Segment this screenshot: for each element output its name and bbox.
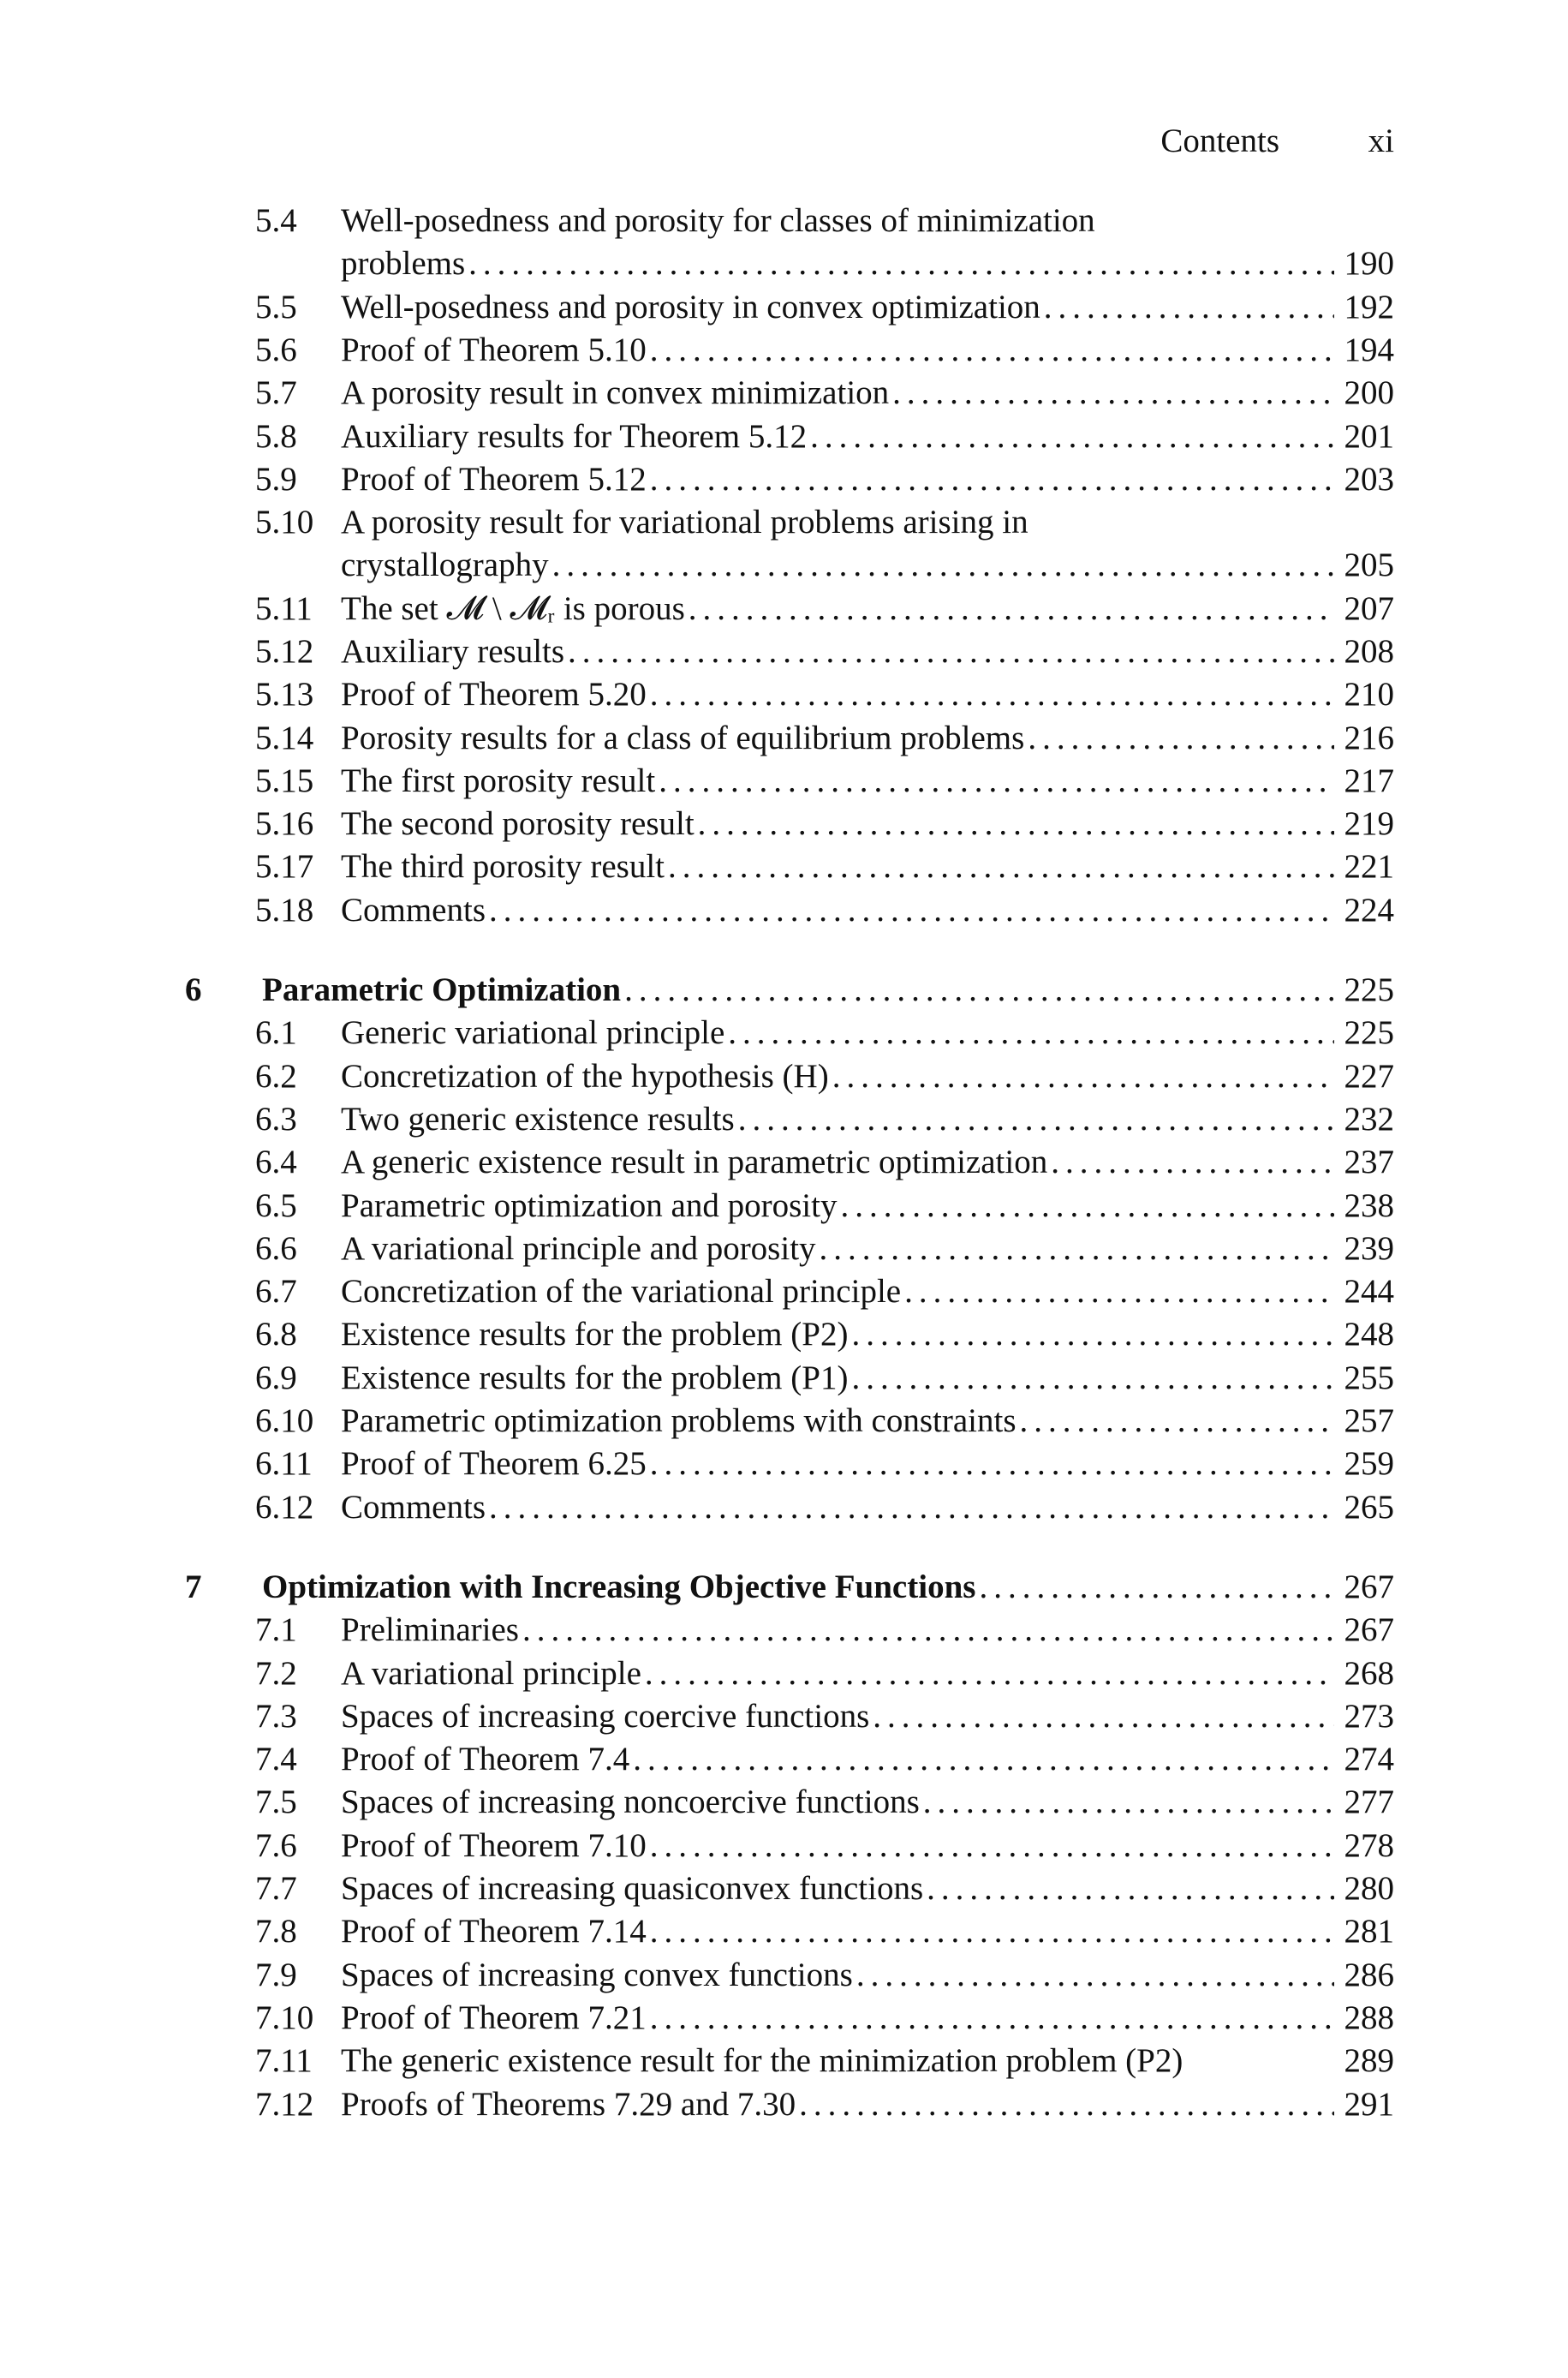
page-number: 201 <box>1344 418 1394 455</box>
entry-body <box>341 1486 1394 1529</box>
entry-body <box>341 1313 1394 1356</box>
section-number: 7.4 <box>255 1741 297 1778</box>
toc-section-entry[interactable] <box>0 1695 1456 1738</box>
entry-title: The set 𝓜 \ 𝓜ᵣ is porous <box>341 590 685 627</box>
section-number: 7.11 <box>255 2042 313 2079</box>
toc-section-entry[interactable] <box>0 200 1456 242</box>
section-number: 5.8 <box>255 418 297 455</box>
dot-leader <box>633 1738 1334 1781</box>
page-number: 216 <box>1344 720 1394 756</box>
toc-section-entry[interactable] <box>0 1867 1456 1910</box>
entry-body <box>341 544 1394 587</box>
entry-title: Proof of Theorem 7.21 <box>341 1999 647 2036</box>
dot-leader <box>1044 286 1334 329</box>
entry-title: Concretization of the variational principle <box>341 1273 902 1310</box>
toc-section-entry[interactable] <box>0 630 1456 673</box>
page-number: 265 <box>1344 1489 1394 1526</box>
page-number: 224 <box>1344 892 1394 929</box>
entry-body <box>341 1738 1394 1781</box>
dot-leader <box>650 1825 1334 1867</box>
page-number: 257 <box>1344 1402 1394 1439</box>
entry-body <box>341 889 1394 932</box>
page-number: 259 <box>1344 1445 1394 1482</box>
dot-leader <box>923 1781 1334 1824</box>
entry-title: Proofs of Theorems 7.29 and 7.30 <box>341 2086 796 2123</box>
page-number: 280 <box>1344 1870 1394 1907</box>
chapter-title: Parametric Optimization <box>262 971 622 1008</box>
section-number: 7.7 <box>255 1870 297 1907</box>
section-number: 5.10 <box>255 504 314 541</box>
page-number: 286 <box>1344 1957 1394 1993</box>
entry-title: Porosity results for a class of equilibrium problems <box>341 720 1025 756</box>
entry-title: A generic existence result in parametric optimization <box>341 1144 1048 1180</box>
entry-title: Spaces of increasing noncoercive functions <box>341 1784 920 1820</box>
toc-section-entry[interactable] <box>0 1185 1456 1228</box>
dot-leader <box>650 1910 1334 1953</box>
page-number: 238 <box>1344 1187 1394 1224</box>
section-number: 7.10 <box>255 1999 314 2036</box>
section-number: 5.17 <box>255 848 314 885</box>
section-number: 7.9 <box>255 1957 297 1993</box>
page-number: 268 <box>1344 1655 1394 1692</box>
section-number: 6.10 <box>255 1402 314 1439</box>
page-number: 203 <box>1344 461 1394 498</box>
dot-leader <box>650 673 1334 716</box>
dot-leader <box>650 329 1334 372</box>
entry-title: Comments <box>341 1489 486 1526</box>
page-number: 207 <box>1344 590 1394 627</box>
dot-leader <box>738 1098 1334 1141</box>
toc-section-entry[interactable] <box>0 1270 1456 1313</box>
entry-body <box>341 1910 1394 1953</box>
entry-title: Comments <box>341 892 486 929</box>
dot-leader <box>552 544 1334 587</box>
dot-leader <box>1020 1400 1335 1443</box>
section-number: 5.5 <box>255 289 297 326</box>
dot-leader <box>522 1609 1334 1652</box>
entry-body <box>341 1695 1394 1738</box>
toc-section-entry[interactable] <box>0 458 1456 501</box>
entry-title: Parametric optimization and porosity <box>341 1187 838 1224</box>
toc-section-entry[interactable] <box>0 588 1456 630</box>
dot-leader <box>1028 717 1334 760</box>
entry-title: Parametric optimization problems with constraints <box>341 1402 1017 1439</box>
page-number: 225 <box>1344 971 1394 1008</box>
entry-body <box>341 286 1394 329</box>
entry-title: crystallography <box>341 547 549 583</box>
dot-leader <box>892 372 1334 415</box>
entry-title: Proof of Theorem 5.20 <box>341 676 647 713</box>
entry-title: The generic existence result for the minimization problem (P2) <box>341 2042 1183 2079</box>
dot-leader <box>979 1566 1334 1609</box>
section-number: 7.1 <box>255 1611 297 1648</box>
page-number: 217 <box>1344 762 1394 799</box>
section-number: 6.4 <box>255 1144 297 1180</box>
section-number: 6.8 <box>255 1316 297 1353</box>
entry-body <box>341 1400 1394 1443</box>
entry-title: Two generic existence results <box>341 1101 735 1138</box>
dot-leader <box>668 845 1334 888</box>
entry-title: Proof of Theorem 7.4 <box>341 1741 630 1778</box>
toc-section-entry[interactable] <box>0 1098 1456 1141</box>
dot-leader <box>568 630 1334 673</box>
entry-body <box>341 2083 1394 2126</box>
section-number: 5.9 <box>255 461 297 498</box>
entry-body <box>341 1609 1394 1652</box>
section-number: 7.3 <box>255 1698 297 1735</box>
page-number: 208 <box>1344 633 1394 670</box>
dot-leader <box>832 1055 1334 1098</box>
chapter-title: Optimization with Increasing Objective Functions <box>262 1568 976 1605</box>
page-number: 190 <box>1344 245 1394 282</box>
entry-body <box>341 415 1394 458</box>
dot-leader <box>851 1357 1334 1400</box>
toc-section-entry[interactable] <box>0 2083 1456 2126</box>
section-number: 7.5 <box>255 1784 297 1820</box>
page-number: 219 <box>1344 805 1394 842</box>
dot-leader <box>650 1997 1334 2040</box>
entry-title: A porosity result in convex minimization <box>341 374 890 411</box>
dot-leader <box>856 1954 1334 1997</box>
entry-title: A variational principle <box>341 1655 641 1692</box>
entry-body <box>341 458 1394 501</box>
section-number: 7.8 <box>255 1913 297 1950</box>
entry-title: Auxiliary results <box>341 633 565 670</box>
entry-body <box>341 1270 1394 1313</box>
page-number: 291 <box>1344 2086 1394 2123</box>
dot-leader <box>840 1185 1334 1228</box>
entry-body <box>262 969 1394 1012</box>
dot-leader <box>799 2083 1334 2126</box>
section-number: 6.9 <box>255 1359 297 1396</box>
entry-body <box>341 1098 1394 1141</box>
page-number: 288 <box>1344 1999 1394 2036</box>
page-number: 278 <box>1344 1827 1394 1864</box>
entry-body <box>341 588 1394 630</box>
page-number: 192 <box>1344 289 1394 326</box>
dot-leader <box>1051 1141 1334 1184</box>
entry-body <box>341 760 1394 803</box>
chapter-number: 7 <box>185 1568 202 1605</box>
page-number: 210 <box>1344 676 1394 713</box>
section-number: 6.1 <box>255 1014 297 1051</box>
section-number: 7.6 <box>255 1827 297 1864</box>
entry-body <box>341 1652 1394 1695</box>
entry-title: Spaces of increasing convex functions <box>341 1957 853 1993</box>
section-number: 5.7 <box>255 374 297 411</box>
page-number: 274 <box>1344 1741 1394 1778</box>
toc-section-entry[interactable] <box>0 803 1456 845</box>
section-number: 6.5 <box>255 1187 297 1224</box>
page-number: 267 <box>1344 1568 1394 1605</box>
page-number: 255 <box>1344 1359 1394 1396</box>
dot-leader <box>810 415 1334 458</box>
dot-leader <box>624 969 1334 1012</box>
entry-title: Spaces of increasing quasiconvex functions <box>341 1870 924 1907</box>
page-number: 248 <box>1344 1316 1394 1353</box>
section-number: 5.13 <box>255 676 314 713</box>
toc-section-entry[interactable] <box>0 1954 1456 1997</box>
toc-section-entry[interactable] <box>0 1443 1456 1485</box>
entry-body <box>341 1228 1394 1270</box>
entry-title: Proof of Theorem 5.12 <box>341 461 647 498</box>
page-number: 239 <box>1344 1230 1394 1267</box>
entry-body <box>341 1357 1394 1400</box>
entry-title: Proof of Theorem 7.10 <box>341 1827 647 1864</box>
entry-title: The third porosity result <box>341 848 665 885</box>
dot-leader <box>468 242 1334 285</box>
dot-leader <box>689 588 1334 630</box>
toc-section-entry[interactable] <box>0 1997 1456 2040</box>
dot-leader <box>927 1867 1334 1910</box>
entry-body <box>341 1997 1394 2040</box>
entry-body <box>341 2040 1394 2082</box>
dot-leader <box>904 1270 1334 1313</box>
toc-section-entry[interactable] <box>0 1652 1456 1695</box>
section-number: 6.12 <box>255 1489 314 1526</box>
toc-section-entry[interactable] <box>0 1141 1456 1184</box>
page-number: 244 <box>1344 1273 1394 1310</box>
entry-title: The first porosity result <box>341 762 656 799</box>
entry-title: A variational principle and porosity <box>341 1230 816 1267</box>
toc-section-entry[interactable] <box>0 1781 1456 1824</box>
section-number: 6.2 <box>255 1058 297 1095</box>
entry-body <box>341 1012 1394 1055</box>
toc-section-entry[interactable] <box>0 1486 1456 1529</box>
entry-body <box>341 717 1394 760</box>
entry-body <box>262 1566 1394 1609</box>
entry-body <box>341 630 1394 673</box>
entry-title: Existence results for the problem (P2) <box>341 1316 849 1353</box>
toc-chapter-entry[interactable] <box>0 1566 1456 1609</box>
dot-leader <box>728 1012 1334 1055</box>
page-number: 225 <box>1344 1014 1394 1051</box>
section-number: 5.12 <box>255 633 314 670</box>
entry-title: Concretization of the hypothesis (H) <box>341 1058 829 1095</box>
toc-section-entry-continuation[interactable] <box>0 544 1456 587</box>
entry-title: Proof of Theorem 5.10 <box>341 332 647 368</box>
section-number: 6.11 <box>255 1445 313 1482</box>
running-head <box>0 122 1394 164</box>
entry-title: Preliminaries <box>341 1611 519 1648</box>
toc-section-entry[interactable] <box>0 372 1456 415</box>
page-number: 194 <box>1344 332 1394 368</box>
dot-leader <box>851 1313 1334 1356</box>
dot-leader <box>650 1443 1334 1485</box>
page-number: 273 <box>1344 1698 1394 1735</box>
running-head-title: Contents <box>1160 122 1279 159</box>
toc-section-entry[interactable] <box>0 415 1456 458</box>
entry-body <box>341 803 1394 845</box>
entry-title: problems <box>341 245 466 282</box>
section-number: 5.18 <box>255 892 314 929</box>
dot-leader <box>645 1652 1334 1695</box>
toc-section-entry[interactable] <box>0 286 1456 329</box>
section-number: 5.11 <box>255 590 313 627</box>
chapter-number: 6 <box>185 971 202 1008</box>
page-number: 232 <box>1344 1101 1394 1138</box>
toc-section-entry[interactable] <box>0 1313 1456 1356</box>
section-number: 5.4 <box>255 202 297 239</box>
entry-title: Spaces of increasing coercive functions <box>341 1698 870 1735</box>
entry-body <box>341 1781 1394 1824</box>
entry-title: A porosity result for variational problems arising in <box>341 504 1028 541</box>
page-number: 281 <box>1344 1913 1394 1950</box>
running-head-page-number: xi <box>1368 122 1394 159</box>
dot-leader <box>489 889 1334 932</box>
dot-leader <box>873 1695 1334 1738</box>
toc-section-entry[interactable] <box>0 501 1456 544</box>
toc-section-entry[interactable] <box>0 1400 1456 1443</box>
page-number: 221 <box>1344 848 1394 885</box>
toc-section-entry[interactable] <box>0 673 1456 716</box>
entry-body <box>341 1954 1394 1997</box>
section-number: 6.7 <box>255 1273 297 1310</box>
toc-section-entry[interactable] <box>0 1228 1456 1270</box>
section-number: 7.12 <box>255 2086 314 2123</box>
toc-section-entry[interactable] <box>0 889 1456 932</box>
section-number: 6.3 <box>255 1101 297 1138</box>
section-number: 5.6 <box>255 332 297 368</box>
entry-body <box>341 1443 1394 1485</box>
entry-body <box>341 1055 1394 1098</box>
page-number: 227 <box>1344 1058 1394 1095</box>
dot-leader <box>650 458 1334 501</box>
section-number: 5.16 <box>255 805 314 842</box>
entry-body <box>341 845 1394 888</box>
toc-section-entry[interactable] <box>0 1825 1456 1867</box>
entry-title: Well-posedness and porosity for classes of minimization <box>341 202 1095 239</box>
toc-section-entry[interactable] <box>0 1738 1456 1781</box>
toc-section-entry[interactable] <box>0 1910 1456 1953</box>
page-number: 267 <box>1344 1611 1394 1648</box>
entry-title: Proof of Theorem 6.25 <box>341 1445 647 1482</box>
dot-leader <box>698 803 1334 845</box>
entry-body <box>341 673 1394 716</box>
page-number: 277 <box>1344 1784 1394 1820</box>
section-number: 7.2 <box>255 1655 297 1692</box>
entry-body <box>341 1867 1394 1910</box>
page-number: 205 <box>1344 547 1394 583</box>
dot-leader <box>820 1228 1334 1270</box>
toc-section-entry[interactable] <box>0 845 1456 888</box>
toc-section-entry[interactable] <box>0 717 1456 760</box>
entry-title: Generic variational principle <box>341 1014 725 1051</box>
toc-section-entry[interactable] <box>0 2040 1456 2082</box>
entry-title: The second porosity result <box>341 805 695 842</box>
toc-section-entry-continuation[interactable] <box>0 242 1456 285</box>
section-number: 5.15 <box>255 762 314 799</box>
toc-section-entry[interactable] <box>0 1357 1456 1400</box>
toc-section-entry[interactable] <box>0 1012 1456 1055</box>
entry-body <box>341 1141 1394 1184</box>
page-number: 237 <box>1344 1144 1394 1180</box>
entry-title: Auxiliary results for Theorem 5.12 <box>341 418 808 455</box>
section-number: 6.6 <box>255 1230 297 1267</box>
toc-section-entry[interactable] <box>0 329 1456 372</box>
toc-section-entry[interactable] <box>0 1609 1456 1652</box>
entry-body <box>341 329 1394 372</box>
page-number: 200 <box>1344 374 1394 411</box>
entry-body <box>341 242 1394 285</box>
dot-leader <box>659 760 1334 803</box>
toc-chapter-entry[interactable] <box>0 969 1456 1012</box>
entry-body <box>341 372 1394 415</box>
entry-body <box>341 1185 1394 1228</box>
entry-title: Proof of Theorem 7.14 <box>341 1913 647 1950</box>
page-number: 289 <box>1344 2042 1394 2079</box>
dot-leader <box>489 1486 1334 1529</box>
toc-section-entry[interactable] <box>0 760 1456 803</box>
toc-section-entry[interactable] <box>0 1055 1456 1098</box>
entry-title: Well-posedness and porosity in convex optimization <box>341 289 1040 326</box>
entry-body <box>341 1825 1394 1867</box>
entry-title: Existence results for the problem (P1) <box>341 1359 849 1396</box>
section-number: 5.14 <box>255 720 314 756</box>
